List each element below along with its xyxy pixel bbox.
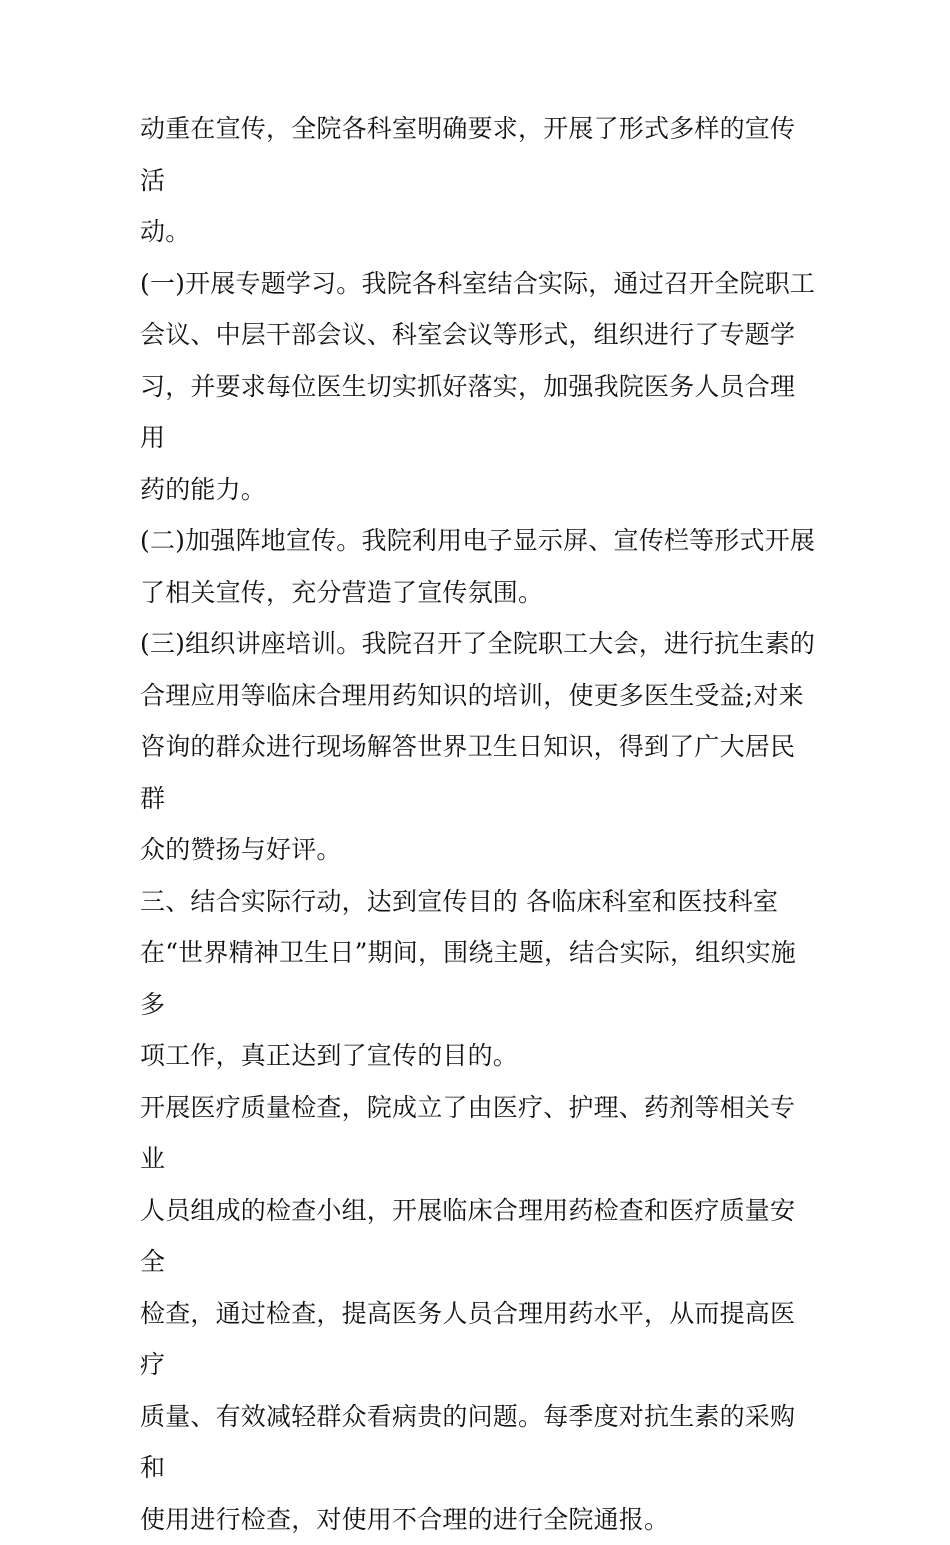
text-line: 动重在宣传，全院各科室明确要求，开展了形式多样的宣传活 — [140, 103, 820, 206]
text-line: 众的赞扬与好评。 — [140, 824, 820, 876]
text-line: 质量、有效减轻群众看病贵的问题。每季度对抗生素的采购和 — [140, 1391, 820, 1494]
text-line: 使用进行检查，对使用不合理的进行全院通报。 — [140, 1494, 820, 1545]
text-line: 会议、中层干部会议、科室会议等形式，组织进行了专题学 — [140, 309, 820, 361]
paragraph-section-three — [140, 876, 820, 1082]
paragraph-intro-continued — [140, 103, 820, 258]
paragraph-lecture-training — [140, 618, 820, 876]
text-line: 在“世界精神卫生日”期间，围绕主题，结合实际，组织实施多 — [140, 927, 820, 1030]
text-line: 了相关宣传，充分营造了宣传氛围。 — [140, 567, 820, 619]
text-line: 药的能力。 — [140, 464, 820, 516]
text-line: 项工作，真正达到了宣传的目的。 — [140, 1030, 820, 1082]
text-line: 检查，通过检查，提高医务人员合理用药水平，从而提高医疗 — [140, 1288, 820, 1391]
text-line: (一)开展专题学习。我院各科室结合实际，通过召开全院职工 — [140, 258, 820, 310]
text-line: 人员组成的检查小组，开展临床合理用药检查和医疗质量安全 — [140, 1185, 820, 1288]
text-line: (二)加强阵地宣传。我院利用电子显示屏、宣传栏等形式开展 — [140, 515, 820, 567]
text-line: 开展医疗质量检查，院成立了由医疗、护理、药剂等相关专业 — [140, 1082, 820, 1185]
document-page — [140, 103, 820, 1545]
text-line: 咨询的群众进行现场解答世界卫生日知识，得到了广大居民群 — [140, 721, 820, 824]
text-line: 合理应用等临床合理用药知识的培训，使更多医生受益;对来 — [140, 670, 820, 722]
paragraph-topic-study — [140, 258, 820, 516]
text-line: (三)组织讲座培训。我院召开了全院职工大会，进行抗生素的 — [140, 618, 820, 670]
text-line: 三、结合实际行动，达到宣传目的 各临床科室和医技科室 — [140, 876, 820, 928]
text-line: 动。 — [140, 206, 820, 258]
text-line: 习，并要求每位医生切实抓好落实，加强我院医务人员合理用 — [140, 361, 820, 464]
paragraph-quality-inspection — [140, 1082, 820, 1545]
paragraph-publicity — [140, 515, 820, 618]
